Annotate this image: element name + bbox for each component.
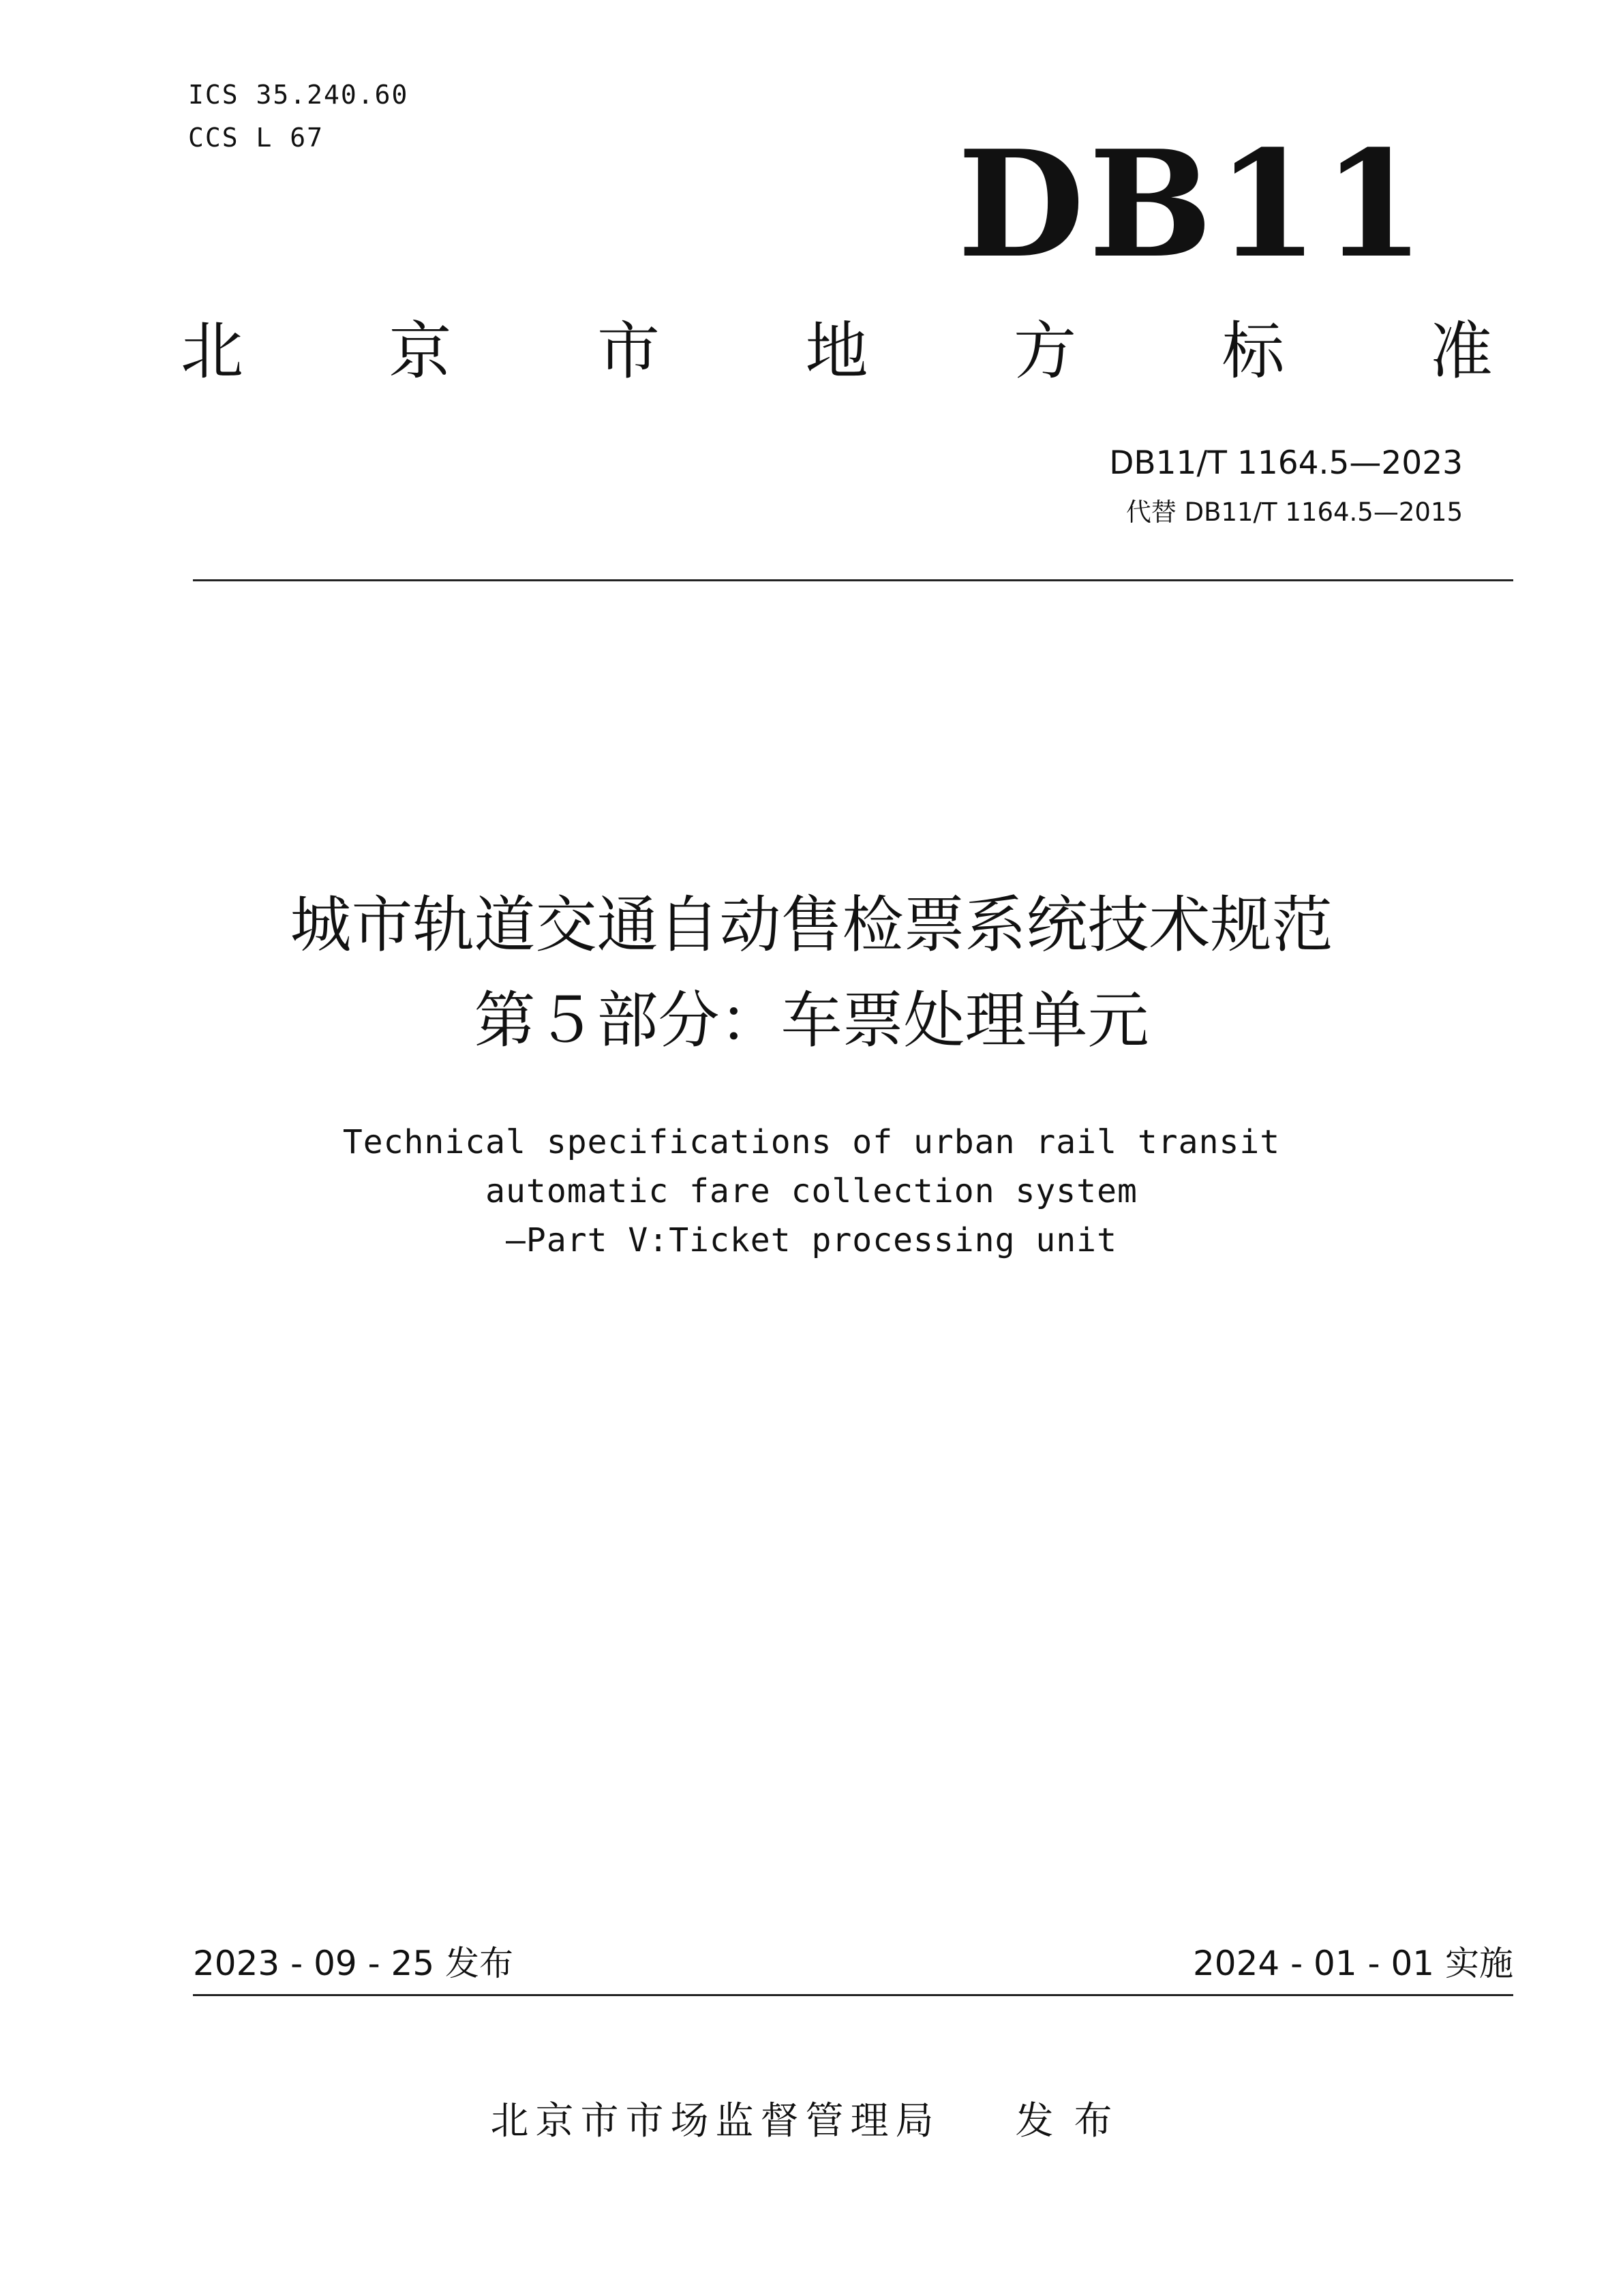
publisher-name: 北京市市场监督管理局 [490,2099,941,2143]
title-english-line-3: —Part V:Ticket processing unit [506,1221,1117,1259]
title-english-line-2: automatic fare collection system [485,1172,1138,1210]
standard-type-char: 市 [596,315,660,388]
title-chinese-line-1: 城市轨道交通自动售检票系统技术规范 [290,889,1333,961]
standard-type-char: 标 [1222,315,1285,388]
issue-date: 2023 - 09 - 25 发布 [193,1944,514,1983]
replaced-standard: 代替 DB11/T 1164.5—2015 [1125,498,1463,527]
standard-type-char: 方 [1013,315,1076,388]
footer-divider [193,1994,1513,1996]
title-english-line-1: Technical specifications of urban rail transit [342,1123,1281,1161]
standard-type-char: 准 [1429,315,1493,388]
ics-code: ICS 35.240.60 [188,80,409,110]
publisher-line [0,2099,1623,2143]
implementation-date: 2024 - 01 - 01 实施 [1192,1944,1513,1983]
standard-type-char: 北 [181,315,244,388]
standard-type-heading [181,315,1493,388]
title-chinese-line-2: 第５部分：车票处理单元 [474,985,1149,1056]
standard-type-char: 京 [389,315,452,388]
ccs-code: CCS L 67 [188,123,324,153]
standard-number: DB11/T 1164.5—2023 [1109,444,1463,482]
header-divider [193,579,1513,581]
db11-logo: DB11 [957,118,1429,290]
standard-type-char: 地 [805,315,868,388]
publisher-suffix: 发布 [1015,2099,1133,2143]
